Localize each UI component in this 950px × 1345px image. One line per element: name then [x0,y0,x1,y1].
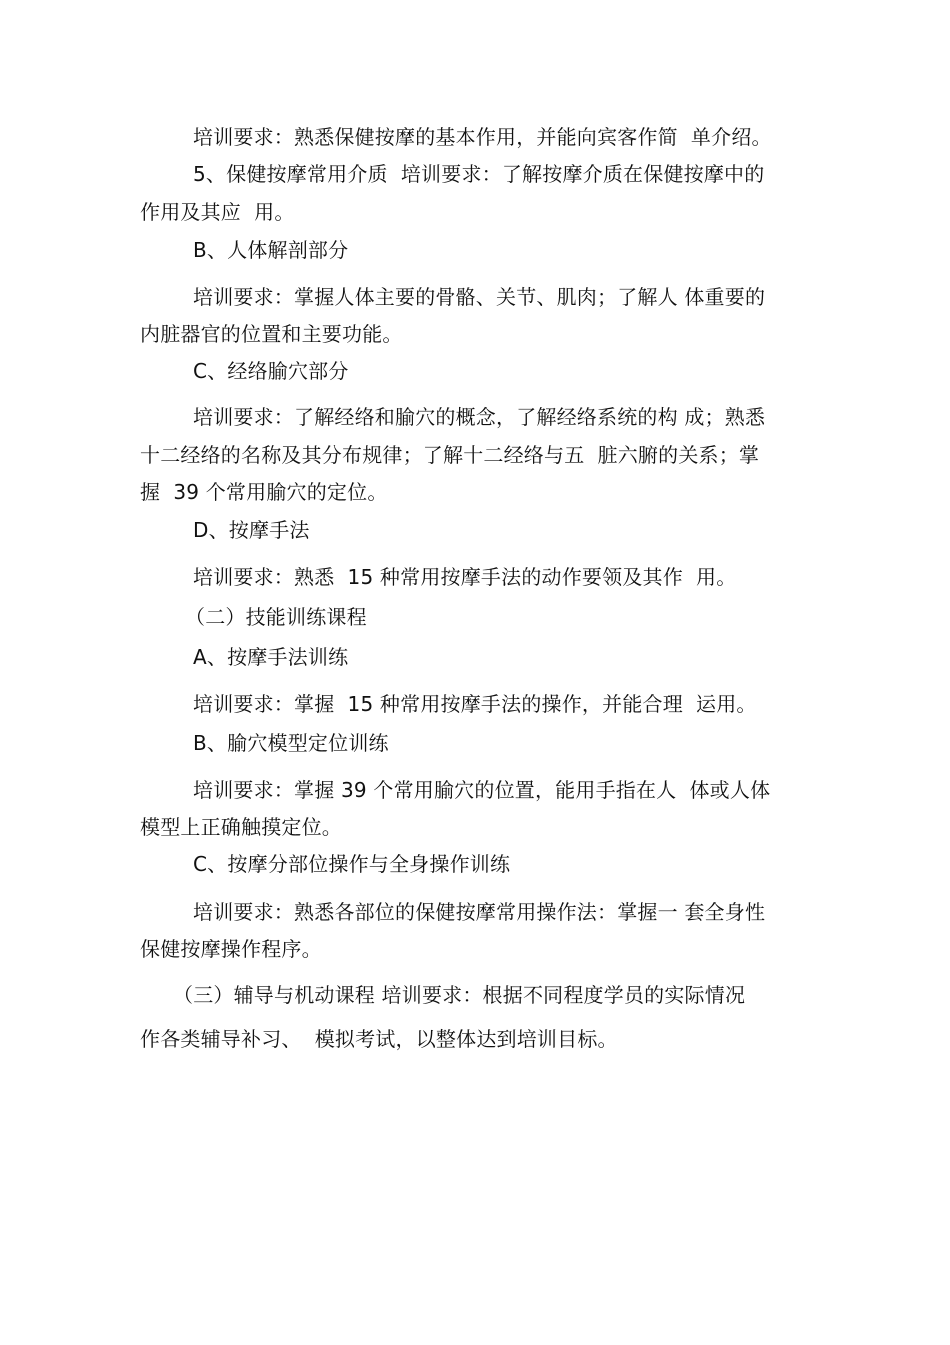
text-line-full-body-requirement: 培训要求：熟悉各部位的保健按摩常用操作法：掌握一 套全身性 [193,900,766,924]
text-line-acupoint-model-continued: 模型上正确触摸定位。 [140,815,342,839]
section-heading-meridians: C、经络腧穴部分 [193,359,349,383]
text-line-tutoring-continued: 作各类辅导补习、 模拟考试，以整体达到培训目标。 [140,1027,618,1051]
text-line-full-body-continued: 保健按摩操作程序。 [140,937,322,961]
text-line-technique-training-requirement: 培训要求：掌握 15 种常用按摩手法的操作，并能合理 运用。 [193,692,757,716]
text-line-anatomy-requirement: 培训要求：掌握人体主要的骨骼、关节、肌肉；了解人 体重要的 [193,285,766,309]
text-line-anatomy-continued: 内脏器官的位置和主要功能。 [140,322,403,346]
text-line-techniques-requirement: 培训要求：熟悉 15 种常用按摩手法的动作要领及其作 用。 [193,565,737,589]
text-line-massage-medium-continued: 作用及其应 用。 [140,200,295,224]
text-line-massage-medium-heading: 5、保健按摩常用介质 培训要求：了解按摩介质在保健按摩中的 [193,162,765,186]
text-line-tutoring-course: （三）辅导与机动课程 培训要求：根据不同程度学员的实际情况 [173,983,746,1007]
section-heading-acupoint-model-training: B、腧穴模型定位训练 [193,731,389,755]
section-heading-anatomy: B、人体解剖部分 [193,238,349,262]
section-heading-massage-techniques: D、按摩手法 [193,518,310,542]
section-heading-skill-training: （二）技能训练课程 [185,605,367,629]
text-line-acupoint-model-requirement: 培训要求：掌握 39 个常用腧穴的位置，能用手指在人 体或人体 [193,778,771,802]
section-heading-technique-training: A、按摩手法训练 [193,645,349,669]
text-line-massage-function-requirement: 培训要求：熟悉保健按摩的基本作用，并能向宾客作简 单介绍。 [193,125,772,149]
section-heading-full-body-training: C、按摩分部位操作与全身操作训练 [193,852,511,876]
text-line-meridians-continued-2: 握 39 个常用腧穴的定位。 [140,480,388,504]
text-line-meridians-continued-1: 十二经络的名称及其分布规律；了解十二经络与五 脏六腑的关系；掌 [140,443,760,467]
text-line-meridians-requirement: 培训要求：了解经络和腧穴的概念，了解经络系统的构 成；熟悉 [193,405,766,429]
